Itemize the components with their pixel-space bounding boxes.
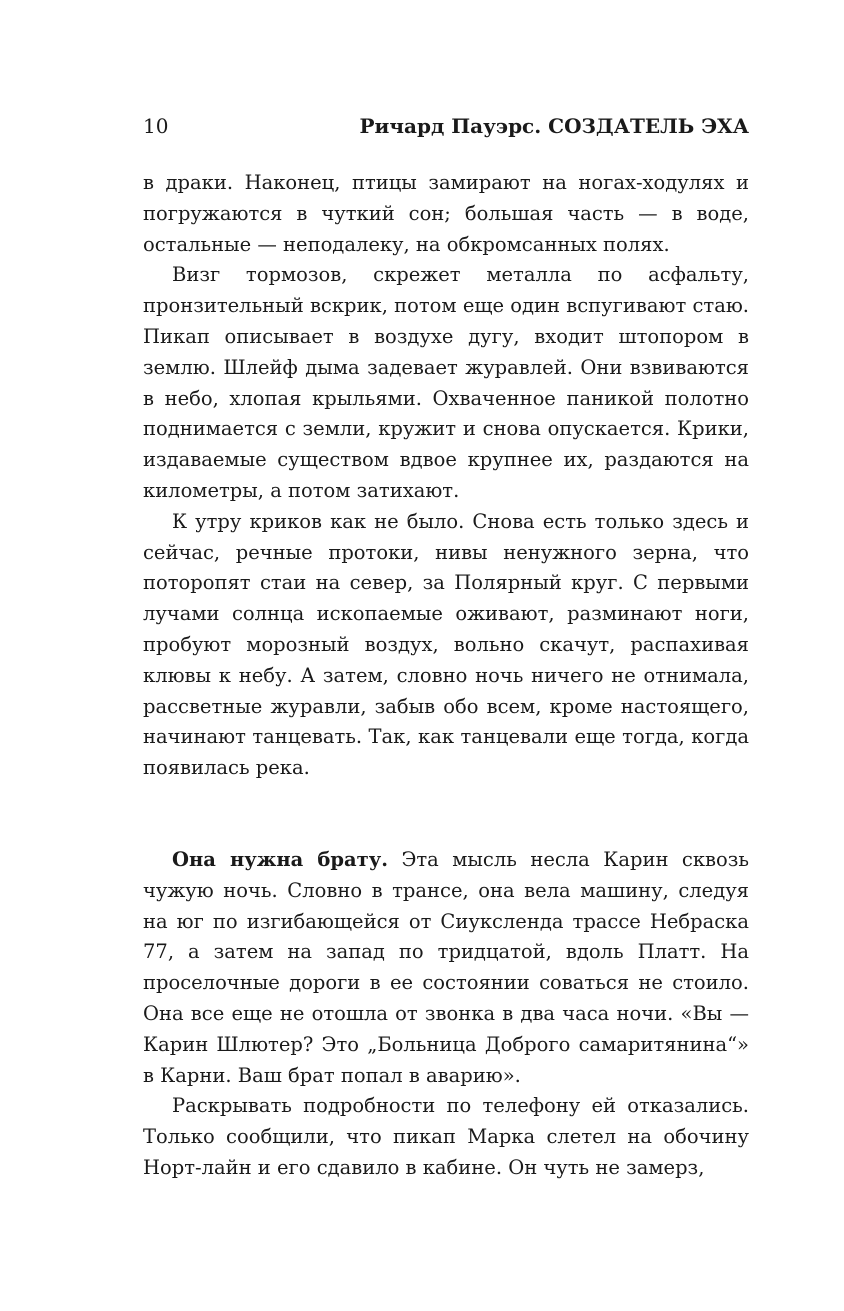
paragraph-text: Эта мысль несла Карин сквозь чужую ночь. Словно в трансе, она вела машину, следуя на юг по изгибающейся от Сиукслендa трассе Небраска 77, а затем на запад по тридцатой, вдоль Платт. На проселочные дороги в ее состоянии соваться не стоило. Она все еще не отошла от звонка в два часа ночи. «Вы — Карин Шлютер? Это „Больница Доброго самаритянина“» в Карни. Ваш брат попал в аварию».: [143, 847, 749, 1087]
paragraph: К утру криков как не было. Снова есть только здесь и сейчас, речные протоки, нивы ненужного зерна, что поторопят стаи на север, за Полярный круг. С первыми лучами солнца ископаемые оживают, разминают ноги, пробуют морозный воздух, вольно скачут, распахивая клювы к небу. А затем, словно ночь ничего не отнимала, рассветные журавли, забыв обо всем, кроме настоящего, начинают танцевать. Так, как танцевали еще тогда, когда появилась река.: [143, 509, 749, 780]
paragraph: Визг тормозов, скрежет металла по асфальту, пронзительный вскрик, потом еще один вспугивают стаю. Пикап описывает в воздухе дугу, входит штопором в землю. Шлейф дыма задевает журавлей. Они взвиваются в небо, хлопая крыльями. Охваченное паникой полотно поднимается с земли, кружит и снова опускается. Крики, издаваемые существом вдвое крупнее их, раздаются на километры, а потом затихают.: [143, 263, 749, 502]
page-number: 10: [143, 114, 169, 138]
paragraph: [143, 845, 749, 1091]
running-head: Ричард Пауэрс. СОЗДАТЕЛЬ ЭХА: [359, 114, 749, 138]
paragraph: Раскрывать подробности по телефону ей отказались. Только сообщили, что пикап Марка слетел на обочину Норт-лайн и его сдавило в кабине. Он чуть не замерз,: [143, 1094, 749, 1179]
body-text: [143, 168, 749, 1184]
page-header: [143, 112, 749, 140]
lead-in-phrase: Она нужна брату.: [172, 847, 388, 871]
paragraph: в драки. Наконец, птицы замирают на ногах-ходулях и погружаются в чуткий сон; большая часть — в воде, остальные — неподалеку, на обкромсанных полях.: [143, 171, 749, 256]
